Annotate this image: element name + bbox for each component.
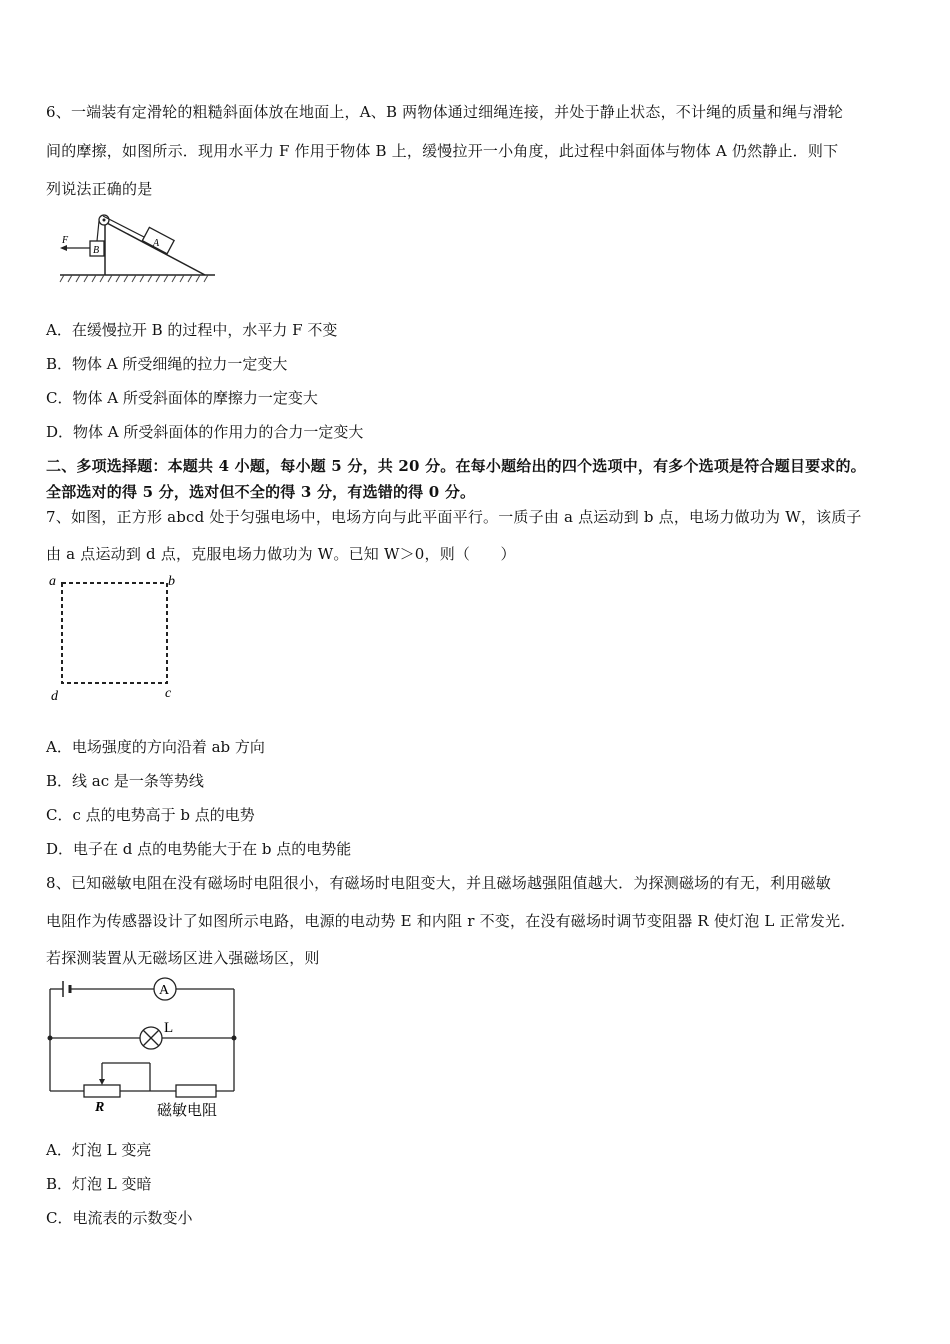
- label-b: B: [93, 245, 100, 256]
- ammeter-label: A: [159, 983, 170, 998]
- q7-square-figure: [45, 570, 185, 705]
- q8-line-3: 若探测装置从无磁场区进入强磁场区，则: [46, 949, 320, 967]
- q7-option-d: D．电子在 d 点的电势能大于在 b 点的电势能: [46, 840, 352, 858]
- label-d-corner: d: [51, 689, 58, 704]
- q8-option-b: B．灯泡 L 变暗: [46, 1175, 152, 1193]
- q6-line-3: 列说法正确的是: [46, 180, 153, 198]
- section-2-heading-line-1: 二、多项选择题：本题共 4 小题，每小题 5 分，共 20 分。在每小题给出的四个选项中，有多个选项是符合题目要求的。: [46, 457, 866, 475]
- q7-line-1: 7、如图，正方形 abcd 处于匀强电场中，电场方向与此平面平行。一质子由 a 点运动到 b 点，电场力做功为 W，该质子: [46, 508, 862, 526]
- label-f: F: [62, 235, 69, 246]
- q7-line-2: 由 a 点运动到 d 点，克服电场力做功为 W。已知 W＞0，则（ ）: [46, 545, 516, 563]
- q7-option-a: A．电场强度的方向沿着 ab 方向: [46, 738, 265, 756]
- q8-circuit-figure: [40, 975, 260, 1125]
- label-a: A: [153, 238, 160, 249]
- q7-option-b: B．线 ac 是一条等势线: [46, 772, 204, 790]
- q6-option-d: D．物体 A 所受斜面体的作用力的合力一定变大: [46, 423, 364, 441]
- label-c-corner: c: [165, 686, 172, 701]
- q6-option-a: A．在缓慢拉开 B 的过程中，水平力 F 不变: [46, 321, 338, 339]
- q8-option-c: C．电流表的示数变小: [46, 1209, 193, 1227]
- rheostat-label: R: [95, 1100, 105, 1115]
- q8-option-a: A．灯泡 L 变亮: [46, 1141, 152, 1159]
- q7-option-c: C．c 点的电势高于 b 点的电势: [46, 806, 255, 824]
- sensor-resistor-icon: [176, 1085, 216, 1097]
- lamp-label: L: [164, 1020, 174, 1036]
- label-b-corner: b: [168, 574, 175, 589]
- section-2-heading-line-2: 全部选对的得 5 分，选对但不全的得 3 分，有选错的得 0 分。: [46, 483, 476, 501]
- q6-line-2: 间的摩擦，如图所示．现用水平力 F 作用于物体 B 上，缓慢拉开一小角度，此过程中斜面体与物体 A 仍然静止．则下: [46, 142, 839, 160]
- rheostat-icon: [84, 1085, 120, 1097]
- q6-option-c: C．物体 A 所受斜面体的摩擦力一定变大: [46, 389, 318, 407]
- q8-line-2: 电阻作为传感器设计了如图所示电路，电源的电动势 E 和内阻 r 不变，在没有磁场时调节变阻器 R 使灯泡 L 正常发光．: [46, 912, 856, 930]
- q6-incline-figure: [50, 208, 220, 288]
- q6-option-b: B．物体 A 所受细绳的拉力一定变大: [46, 355, 288, 373]
- q6-line-1: 6、一端装有定滑轮的粗糙斜面体放在地面上，A、B 两物体通过细绳连接，并处于静止状态，不计绳的质量和绳与滑轮: [46, 103, 843, 121]
- label-a-corner: a: [49, 574, 56, 589]
- sensor-label: 磁敏电阻: [157, 1103, 218, 1119]
- q8-line-1: 8、已知磁敏电阻在没有磁场时电阻很小，有磁场时电阻变大，并且磁场越强阻值越大．为探测磁场的有无，利用磁敏: [46, 874, 831, 892]
